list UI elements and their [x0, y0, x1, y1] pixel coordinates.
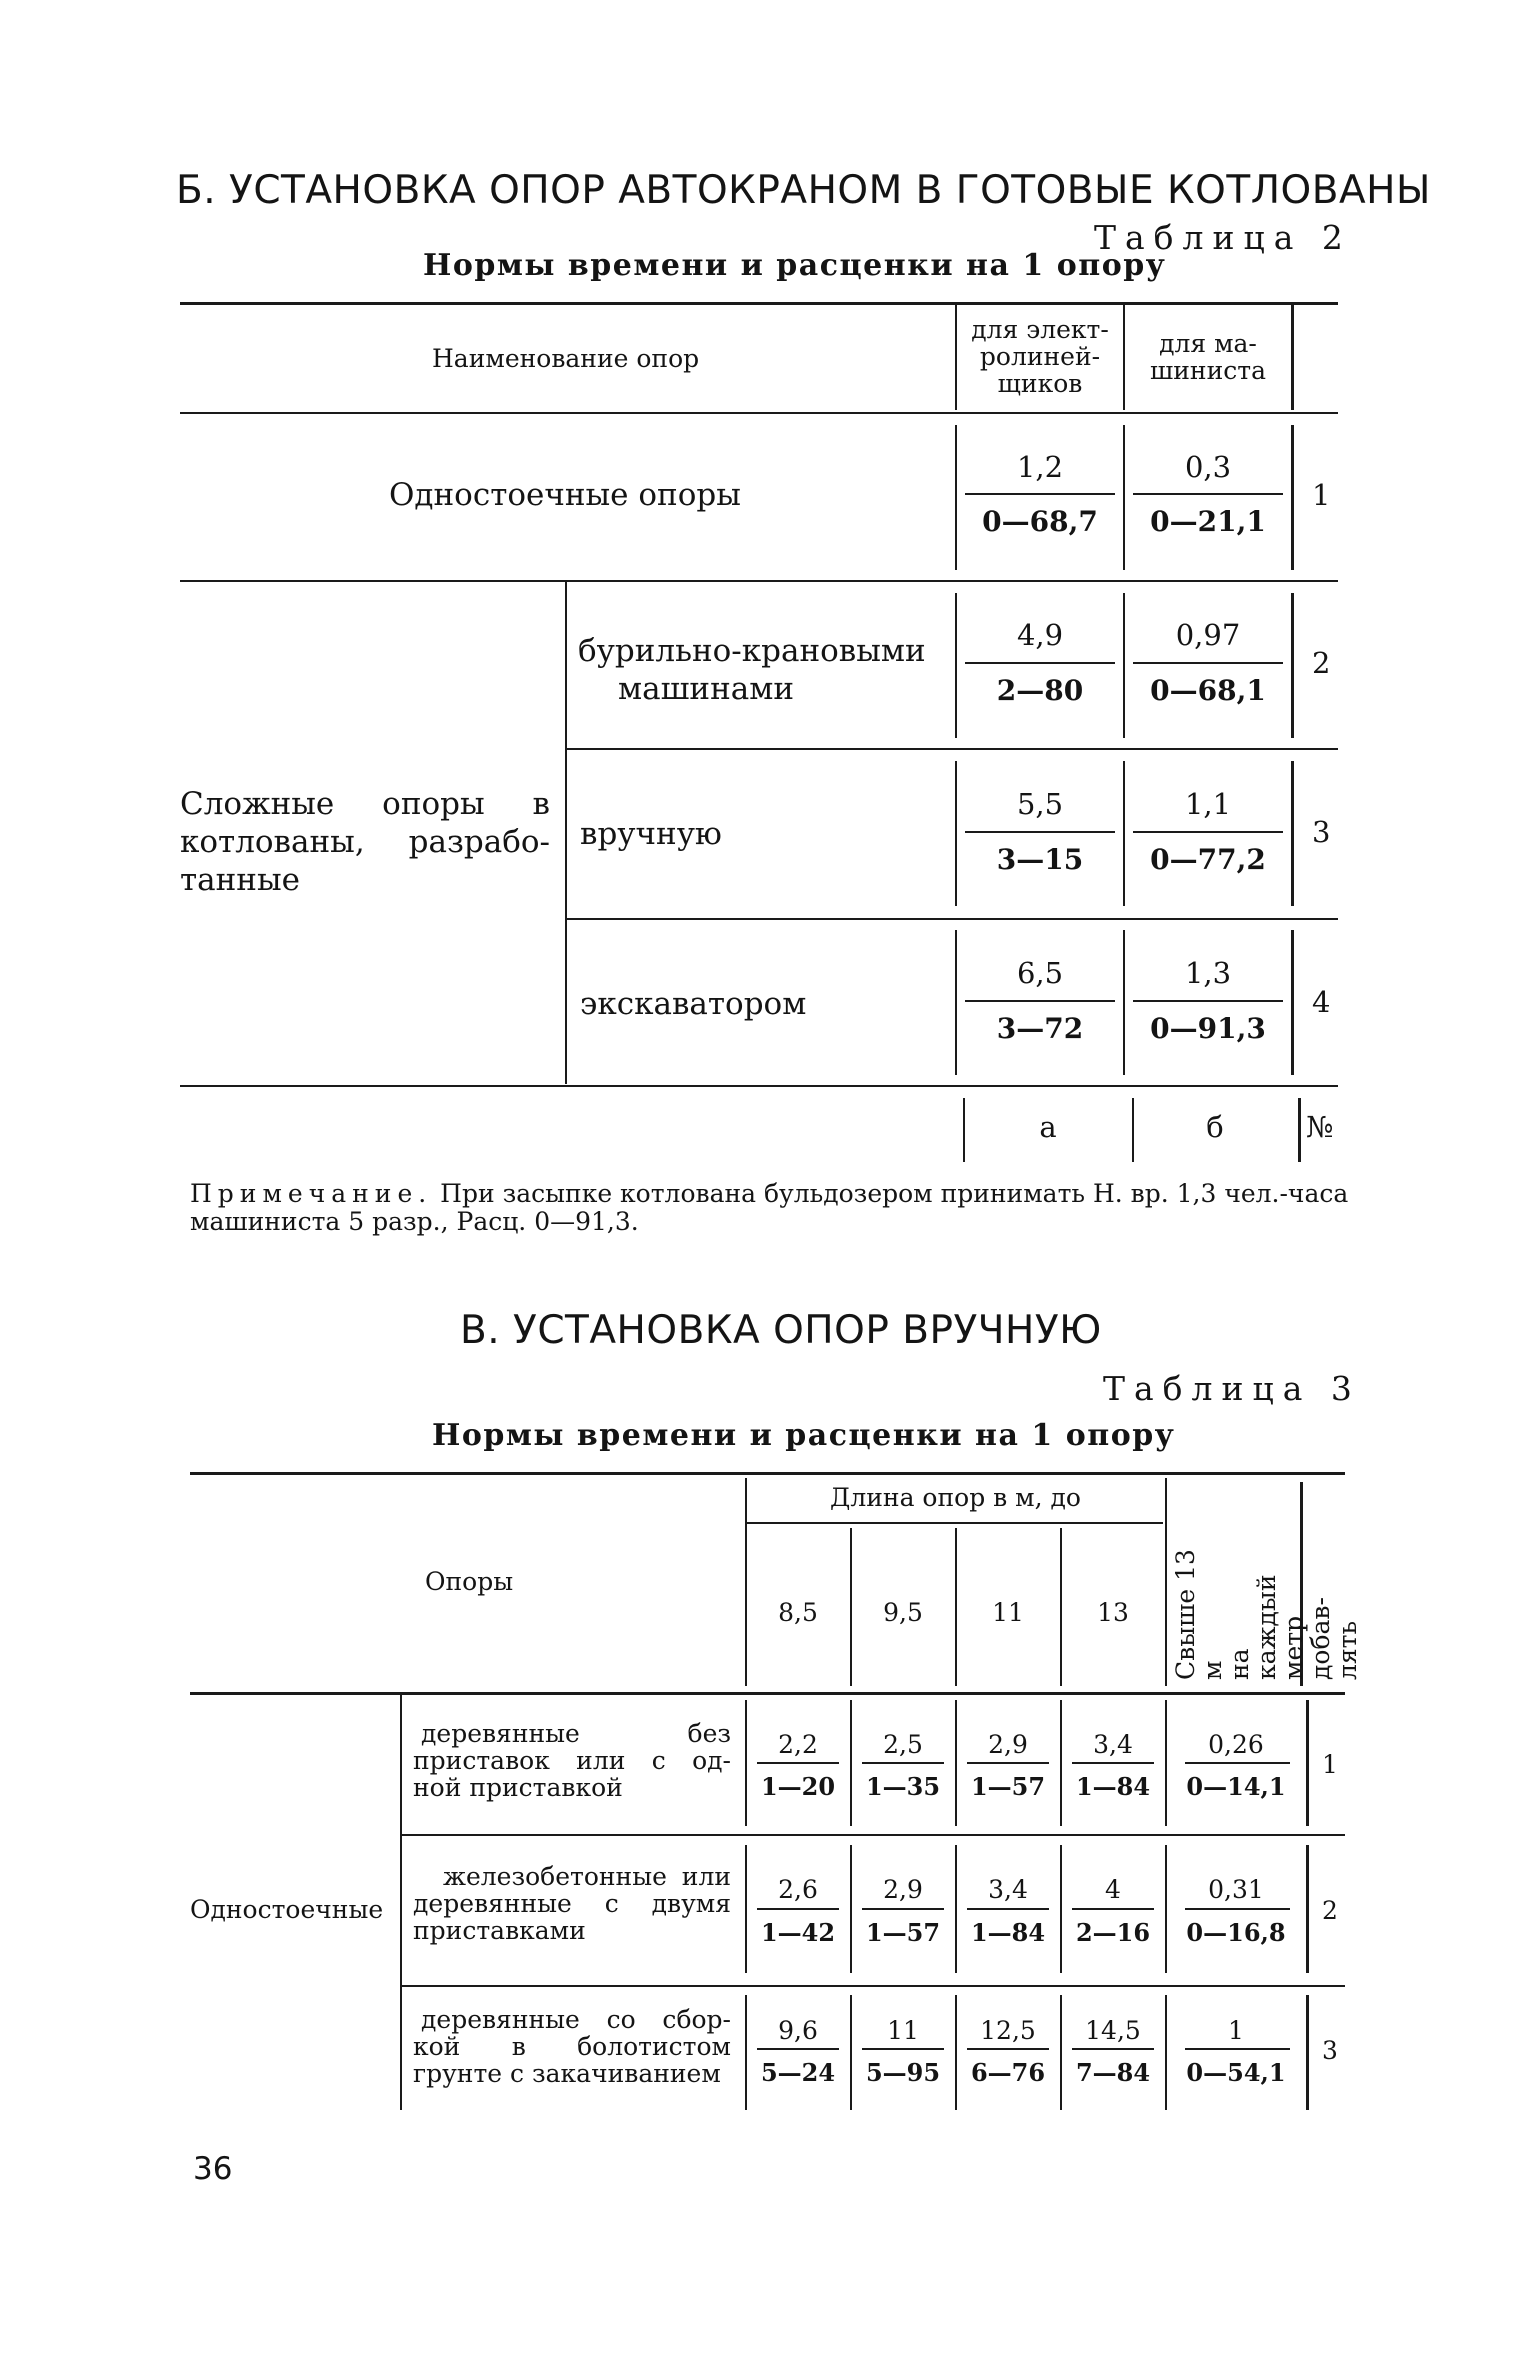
header-line: Свыше 13 м	[1171, 1549, 1227, 1680]
rule	[180, 1085, 1338, 1087]
fraction-bar	[1185, 1908, 1290, 1910]
norm-value: 1,1	[1184, 787, 1232, 821]
rule	[1060, 1528, 1062, 1686]
norm-value: 0,97	[1175, 618, 1241, 652]
rule	[963, 1098, 965, 1162]
rate-value: 5—95	[865, 2058, 941, 2087]
rule	[1165, 1845, 1167, 1973]
rate-value: 0—68,1	[1150, 674, 1266, 707]
rate-value: 0—91,3	[1150, 1012, 1266, 1045]
fraction-bar	[965, 493, 1115, 495]
fraction-bar	[757, 1908, 839, 1910]
rule	[565, 748, 1338, 750]
header-electricians	[958, 316, 1122, 397]
rate-value: 0—77,2	[1150, 843, 1266, 876]
rule	[1306, 1995, 1309, 2110]
rule	[400, 1694, 402, 2110]
rule	[1060, 1700, 1062, 1826]
rule	[745, 1845, 747, 1973]
name-line: ной приставкой	[413, 1773, 623, 1802]
rule	[850, 1700, 852, 1826]
rule	[1165, 1995, 1167, 2110]
rate-value: 0—14,1	[1186, 1772, 1286, 1801]
header-machinist	[1126, 330, 1290, 384]
row-subname: экскаватором	[580, 986, 807, 1022]
rule	[955, 761, 957, 906]
table-3-label: Таблица 3	[1103, 1369, 1361, 1408]
header-line: щиков	[997, 369, 1083, 398]
note-lead: Примечание.	[190, 1179, 433, 1208]
rate-value: 3—15	[996, 843, 1084, 876]
row-subname	[578, 632, 926, 708]
section-c-title: В. УСТАНОВКА ОПОР ВРУЧНУЮ	[460, 1308, 1102, 1353]
page-number: 36	[193, 2151, 233, 2187]
norm-value: 2,9	[883, 1875, 923, 1904]
header-line: лять	[1333, 1620, 1362, 1680]
fraction-bar	[862, 1908, 944, 1910]
rule	[1298, 1098, 1301, 1162]
norm-value: 2,5	[883, 1730, 923, 1759]
norm-value: 1,3	[1184, 956, 1232, 990]
name-line: приставками	[413, 1916, 586, 1945]
row-number: 4	[1312, 985, 1331, 1019]
rate-value: 5—24	[760, 2058, 836, 2087]
group-label-line: танные	[180, 862, 300, 898]
norm-value: 0,26	[1208, 1730, 1264, 1759]
row-name: Одностоечные опоры	[389, 477, 741, 513]
rule	[180, 412, 1338, 414]
rate-value: 0—21,1	[1150, 505, 1266, 538]
fraction-bar	[967, 1908, 1049, 1910]
row-number: 3	[1322, 2036, 1338, 2065]
norm-value: 2,6	[778, 1875, 818, 1904]
norm-value: 1,2	[1016, 450, 1064, 484]
subname-line: машинами	[618, 671, 794, 707]
header-line: на каждый	[1225, 1574, 1281, 1680]
row-name	[413, 1720, 731, 1801]
rate-value: 6—76	[970, 2058, 1046, 2087]
norm-value: 4,9	[1016, 618, 1064, 652]
header-length-group: Длина опор в м, до	[830, 1483, 1081, 1512]
rule	[850, 1995, 852, 2110]
row-subname: вручную	[580, 816, 722, 852]
fraction-bar	[965, 1000, 1115, 1002]
fraction-bar	[967, 1762, 1049, 1764]
rule	[850, 1845, 852, 1973]
fraction-bar	[1133, 662, 1283, 664]
rule	[1306, 1845, 1309, 1973]
header-support-name: Наименование опор	[432, 344, 700, 373]
rate-value: 1—84	[970, 1918, 1046, 1947]
rate-value: 3—72	[996, 1012, 1084, 1045]
rule	[190, 1472, 1345, 1475]
rule	[565, 582, 567, 1084]
row-name	[413, 1863, 731, 1944]
header-extra-per-meter	[1171, 1540, 1362, 1680]
group-label-single-pole: Одностоечные	[190, 1895, 384, 1924]
subname-line: бурильно-крановыми	[578, 633, 926, 669]
rule	[745, 1522, 1163, 1524]
name-line: приставок или с од-	[413, 1746, 731, 1775]
rule	[1132, 1098, 1134, 1162]
rule	[955, 1845, 957, 1973]
rate-value: 0—16,8	[1186, 1918, 1286, 1947]
row-number: 2	[1322, 1896, 1338, 1925]
norm-value: 2,2	[778, 1730, 818, 1759]
column-letter-a: а	[1039, 1110, 1057, 1144]
fraction-bar	[1072, 2048, 1154, 2050]
rule	[745, 1700, 747, 1826]
number-sign: №	[1306, 1110, 1334, 1144]
rule	[745, 1478, 747, 1686]
rule	[850, 1528, 852, 1686]
name-line: кой в болотистом	[413, 2032, 731, 2061]
header-line: для ма-	[1159, 329, 1257, 358]
rule	[955, 930, 957, 1075]
norm-value: 0,3	[1184, 450, 1232, 484]
rule	[955, 1528, 957, 1686]
rate-value: 7—84	[1075, 2058, 1151, 2087]
norm-value: 0,31	[1208, 1875, 1264, 1904]
norm-value: 2,9	[988, 1730, 1028, 1759]
header-line: шиниста	[1150, 356, 1266, 385]
rule	[180, 302, 1338, 305]
rule	[1291, 930, 1294, 1075]
fraction-bar	[1072, 1908, 1154, 1910]
header-line: метр добав-	[1279, 1597, 1335, 1680]
row-number: 3	[1312, 815, 1331, 849]
name-line: деревянные с двумя	[413, 1889, 731, 1918]
fraction-bar	[757, 2048, 839, 2050]
norm-value: 11	[887, 2016, 919, 2045]
section-b-title: Б. УСТАНОВКА ОПОР АВТОКРАНОМ В ГОТОВЫЕ КОТЛОВАНЫ	[176, 168, 1431, 213]
fraction-bar	[1133, 493, 1283, 495]
rule	[955, 425, 957, 570]
norm-value: 3,4	[988, 1875, 1028, 1904]
table-2-note	[190, 1180, 1350, 1236]
row-number: 1	[1322, 1750, 1338, 1779]
header-length: 13	[1097, 1598, 1129, 1627]
rule	[400, 1985, 1345, 1987]
header-line: для элект-	[971, 315, 1109, 344]
fraction-bar	[965, 831, 1115, 833]
norm-value: 4	[1105, 1875, 1121, 1904]
norm-value: 14,5	[1085, 2016, 1141, 2045]
rule	[565, 918, 1338, 920]
rule	[1123, 761, 1125, 906]
norm-value: 5,5	[1016, 787, 1064, 821]
rate-value: 1—57	[865, 1918, 941, 1947]
fraction-bar	[965, 662, 1115, 664]
row-number: 1	[1312, 478, 1331, 512]
header-length: 9,5	[883, 1598, 923, 1627]
norm-value: 9,6	[778, 2016, 818, 2045]
rule	[955, 1700, 957, 1826]
note-text: При засыпке котлована бульдозером принимать Н. вр. 1,3 чел.-часа машиниста 5 разр., Расц. 0—91,3.	[190, 1179, 1349, 1236]
rule	[1291, 425, 1294, 570]
fraction-bar	[1072, 1762, 1154, 1764]
group-label-line: Сложные опоры в	[180, 786, 550, 822]
fraction-bar	[862, 1762, 944, 1764]
rate-value: 2—80	[996, 674, 1084, 707]
rate-value: 1—42	[760, 1918, 836, 1947]
name-line: железобетонные или	[443, 1862, 731, 1891]
name-line: грунте с закачиванием	[413, 2059, 721, 2088]
name-line: деревянные без	[421, 1719, 731, 1748]
rule	[1123, 305, 1125, 410]
row-name	[413, 2006, 731, 2087]
header-supports: Опоры	[425, 1567, 514, 1596]
fraction-bar	[757, 1762, 839, 1764]
rule	[1060, 1995, 1062, 2110]
fraction-bar	[967, 2048, 1049, 2050]
norm-value: 3,4	[1093, 1730, 1133, 1759]
fraction-bar	[1185, 1762, 1290, 1764]
rule	[1123, 593, 1125, 738]
rule	[1291, 761, 1294, 906]
header-length: 8,5	[778, 1598, 818, 1627]
rule	[400, 1834, 1345, 1836]
rule	[190, 1692, 1345, 1695]
rate-value: 0—68,7	[982, 505, 1098, 538]
name-line: деревянные со сбор-	[421, 2005, 731, 2034]
rate-value: 1—84	[1075, 1772, 1151, 1801]
fraction-bar	[1185, 2048, 1290, 2050]
rate-value: 1—20	[760, 1772, 836, 1801]
rule	[180, 580, 1338, 582]
rate-value: 1—57	[970, 1772, 1046, 1801]
header-line: ролиней-	[979, 342, 1101, 371]
fraction-bar	[862, 2048, 944, 2050]
header-extra-text	[1172, 1540, 1361, 1680]
rule	[1165, 1478, 1167, 1686]
rule	[1123, 425, 1125, 570]
rule	[1123, 930, 1125, 1075]
table-2-caption: Нормы времени и расценки на 1 опору	[423, 248, 1167, 283]
rule	[1291, 305, 1294, 410]
norm-value: 12,5	[980, 2016, 1036, 2045]
rule	[1060, 1845, 1062, 1973]
rule	[1306, 1700, 1309, 1826]
rule	[1291, 593, 1294, 738]
group-label-complex	[180, 785, 550, 899]
table-2-label: Таблица 2	[1094, 218, 1352, 257]
fraction-bar	[1133, 1000, 1283, 1002]
row-number: 2	[1312, 646, 1331, 680]
rule	[745, 1995, 747, 2110]
fraction-bar	[1133, 831, 1283, 833]
header-length: 11	[992, 1598, 1024, 1627]
norm-value: 6,5	[1016, 956, 1064, 990]
group-label-line: котлованы, разрабо-	[180, 824, 550, 860]
rule	[1165, 1700, 1167, 1826]
rate-value: 0—54,1	[1186, 2058, 1286, 2087]
table-3-caption: Нормы времени и расценки на 1 опору	[432, 1418, 1176, 1453]
rule	[955, 1995, 957, 2110]
norm-value: 1	[1228, 2016, 1244, 2045]
rule	[955, 305, 957, 410]
column-letter-b: б	[1206, 1110, 1224, 1144]
rule	[955, 593, 957, 738]
rate-value: 1—35	[865, 1772, 941, 1801]
rate-value: 2—16	[1075, 1918, 1151, 1947]
